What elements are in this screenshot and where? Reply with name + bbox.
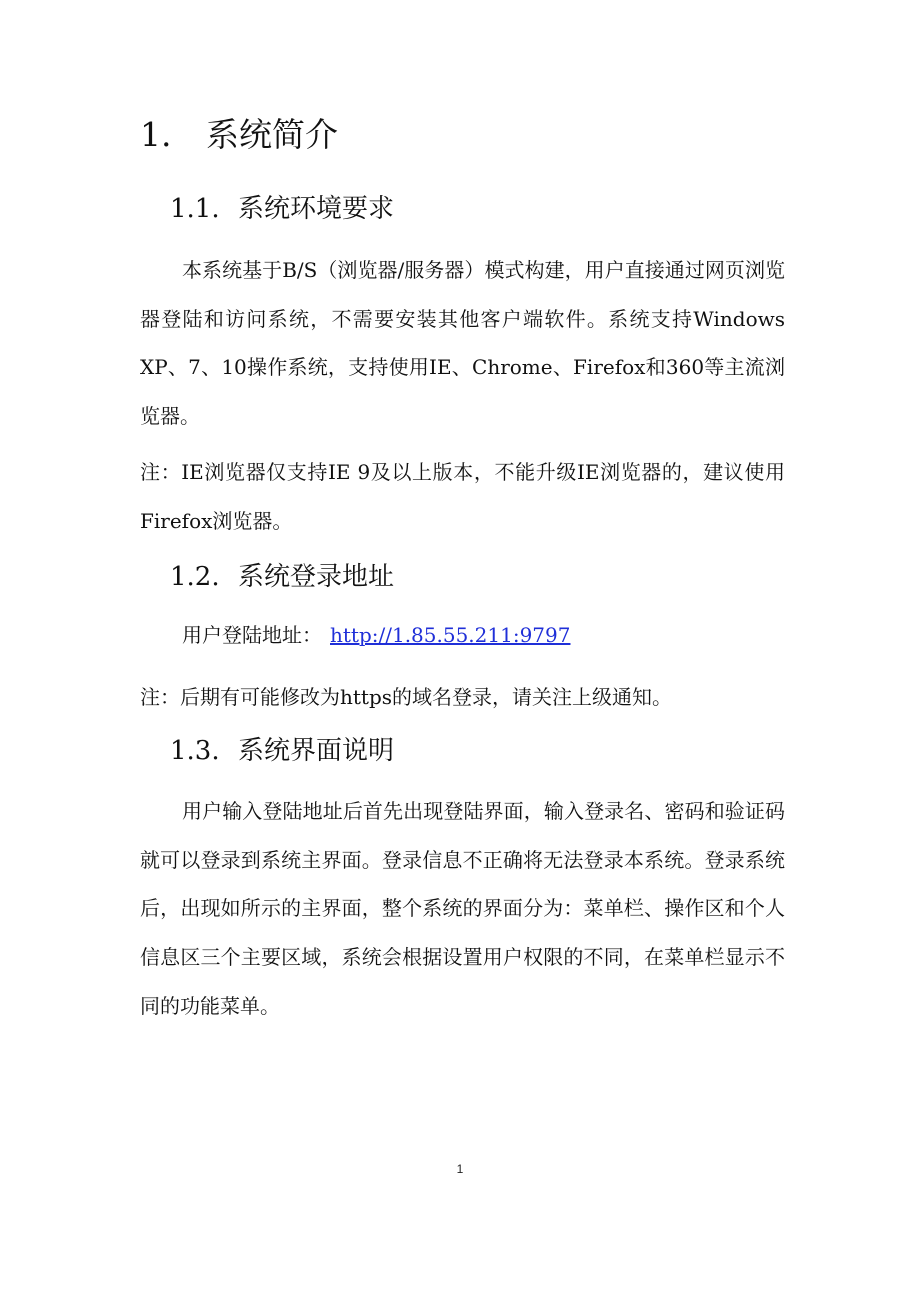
section-1-2-number: 1.2. bbox=[170, 562, 220, 592]
section-1-1-title: 系统环境要求 bbox=[238, 194, 395, 224]
section-1-3-title: 系统界面说明 bbox=[238, 736, 395, 766]
section-1-1-number: 1.1. bbox=[170, 194, 220, 224]
section-1-number: 1. bbox=[140, 115, 172, 154]
section-1-3-paragraph: 用户输入登陆地址后首先出现登陆界面，输入登录名、密码和验证码就可以登录到系统主界面。登录信息不正确将无法登录本系统。登录系统后，出现如所示的主界面，整个系统的界面分为：菜单栏、操作区和个人信息区三个主要区域，系统会根据设置用户权限的不同，在菜单栏显示不同的功能菜单。 bbox=[140, 799, 785, 1018]
section-1-1-note: 注：IE浏览器仅支持IE 9及以上版本，不能升级IE浏览器的，建议使用Firefox浏览器。 bbox=[140, 460, 785, 533]
section-1-3-heading bbox=[170, 733, 394, 769]
section-1-1-paragraph: 本系统基于B/S（浏览器/服务器）模式构建，用户直接通过网页浏览器登陆和访问系统，不需要安装其他客户端软件。系统支持Windows XP、7、10操作系统，支持使用IE、Chrome、Firefox和360等主流浏览器。 bbox=[140, 258, 785, 429]
login-address-line bbox=[182, 620, 570, 650]
section-1-3-number: 1.3. bbox=[170, 736, 220, 766]
section-1-2-title: 系统登录地址 bbox=[238, 562, 395, 592]
login-url-link[interactable]: http://1.85.55.211:9797 bbox=[330, 623, 571, 647]
section-1-1-heading bbox=[170, 191, 394, 227]
section-1-heading bbox=[140, 112, 338, 158]
login-address-label: 用户登陆地址： bbox=[182, 623, 322, 647]
section-1-2-heading bbox=[170, 559, 394, 595]
section-1-2-note: 注：后期有可能修改为https的域名登录，请关注上级通知。 bbox=[140, 685, 673, 709]
section-1-title: 系统简介 bbox=[206, 115, 338, 154]
page-number: 1 bbox=[456, 1162, 464, 1176]
